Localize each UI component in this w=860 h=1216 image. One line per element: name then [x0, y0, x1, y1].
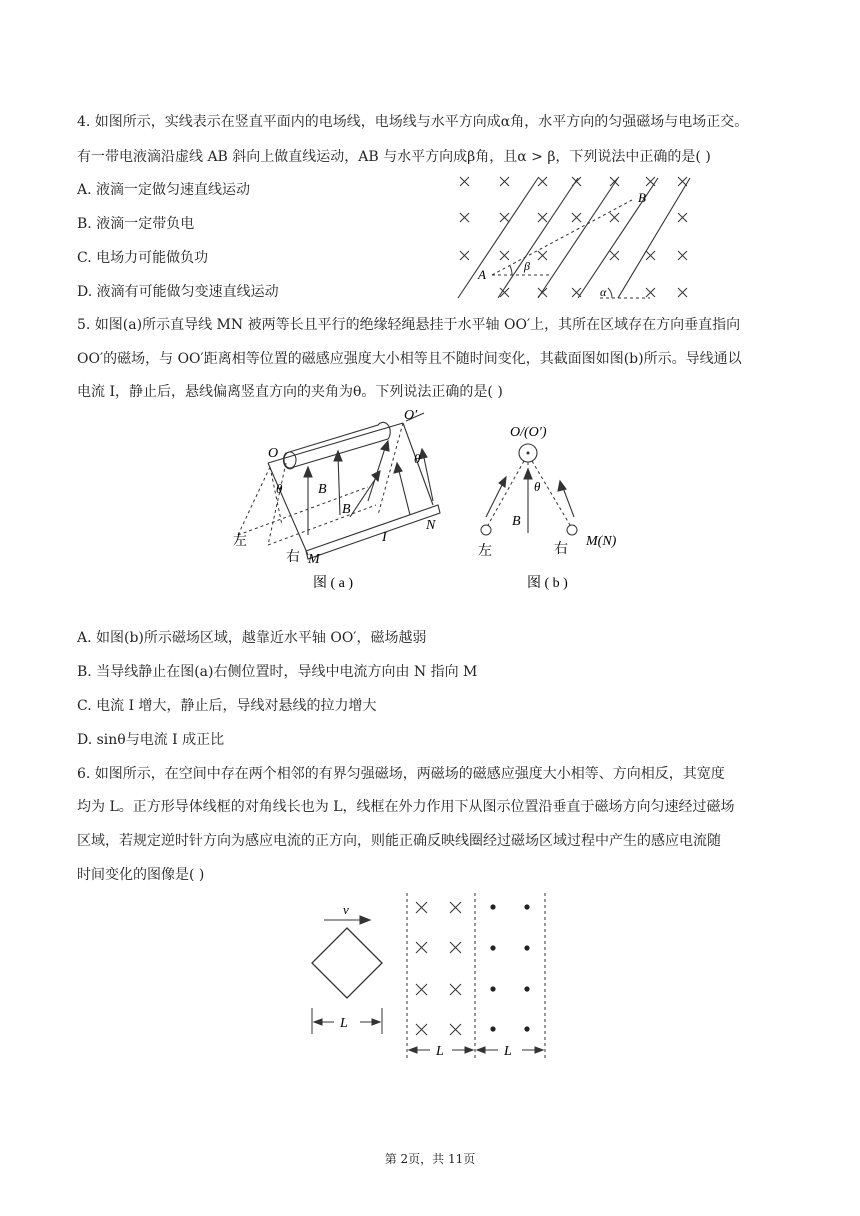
q6-label-l1: L [340, 1016, 348, 1031]
field-dot-marks [490, 904, 529, 1031]
page-footer: 第 2页，共 11页 [384, 1152, 476, 1166]
q5-figure-a [228, 405, 458, 595]
q5a-label-b1: B [318, 482, 327, 497]
q5-option-d: D. sinθ与电流 I 成正比 [77, 732, 225, 748]
q4-label-beta: β [524, 259, 530, 273]
q4-option-d: D. 液滴有可能做匀变速直线运动 [77, 284, 279, 300]
q5b-label-b: B [512, 514, 521, 529]
q4-option-b: B. 液滴一定带负电 [77, 216, 195, 232]
q4-option-a: A. 液滴一定做匀速直线运动 [77, 182, 251, 198]
q5b-caption: 图 ( b ) [527, 576, 568, 591]
q6-stem-line3: 区域，若规定逆时针方向为感应电流的正方向，则能正确反映线圈经过磁场区域过程中产生的感应电流随 [77, 833, 721, 849]
q5a-label-right: 右 [286, 550, 300, 565]
q5a-label-m: M [308, 552, 320, 567]
q5-option-b: B. 当导线静止在图(a)右侧位置时，导线中电流方向由 N 指向 M [77, 664, 478, 680]
q5a-caption: 图 ( a ) [313, 576, 354, 591]
q4-stem-line1: 4. 如图所示，实线表示在竖直平面内的电场线，电场线与水平方向成α角，水平方向的匀强磁场与电场正交。 [77, 114, 749, 130]
q5a-label-b2: B [342, 502, 351, 517]
q5b-label-theta: θ [534, 479, 541, 494]
q5a-label-i: I [382, 530, 387, 545]
q4-option-c: C. 电场力可能做负功 [77, 250, 209, 266]
q5-option-c: C. 电流 I 增大，静止后，导线对悬线的拉力增大 [77, 698, 377, 714]
q6-label-l3: L [504, 1044, 512, 1059]
cross-marks [460, 177, 687, 297]
q6-label-v: v [343, 902, 349, 917]
q6-stem-line2: 均为 L。正方形导体线框的对角线长也为 L，线框在外力作用下从图示位置沿垂直于磁场方向匀速经过磁场 [77, 799, 735, 815]
q5-figure-b [472, 405, 632, 595]
q5-option-a: A. 如图(b)所示磁场区域，越靠近水平轴 OO′，磁场越弱 [77, 630, 427, 646]
field-cross-marks [416, 902, 461, 1035]
q4-stem-line2: 有一带电液滴沿虚线 AB 斜向上做直线运动，AB 与水平方向成β角，且α > β，下列说法中正确的是( ) [77, 149, 711, 165]
q5-stem-line3: 电流 I，静止后，悬线偏离竖直方向的夹角为θ。下列说法正确的是( ) [77, 384, 503, 400]
q5a-label-theta2: θ [414, 451, 421, 466]
q6-stem-line4: 时间变化的图像是( ) [77, 867, 205, 883]
q6-figure [300, 888, 560, 1068]
q4-label-a: A [478, 267, 486, 282]
q6-label-l2: L [436, 1044, 444, 1059]
q5a-label-oprime: O′ [404, 408, 418, 423]
q4-figure [450, 170, 700, 305]
q5-stem-line2: OO′的磁场，与 OO′距离相等位置的磁感应强度大小相等且不随时间变化，其截面图如图(b)所示。导线通以 [77, 351, 742, 367]
q5a-label-n: N [426, 518, 436, 533]
q4-label-alpha: α [600, 285, 607, 299]
q6-stem-line1: 6. 如图所示，在空间中存在两个相邻的有界匀强磁场，两磁场的磁感应强度大小相等、方向相反，其宽度 [77, 766, 725, 782]
q5b-label-mn: M(N) [586, 534, 617, 549]
q4-label-b: B [638, 190, 646, 205]
q5a-label-o: O [268, 446, 279, 461]
q5a-label-left: 左 [233, 534, 247, 549]
q5-stem-line1: 5. 如图(a)所示直导线 MN 被两等长且平行的绝缘轻绳悬挂于水平轴 OO′上，其所在区域存在方向垂直指向 [77, 317, 741, 333]
q5b-label-right: 右 [554, 542, 568, 557]
q5a-label-theta1: θ [276, 481, 283, 496]
q5b-label-left: 左 [478, 544, 492, 559]
q5b-label-top: O/(O′) [510, 425, 547, 440]
